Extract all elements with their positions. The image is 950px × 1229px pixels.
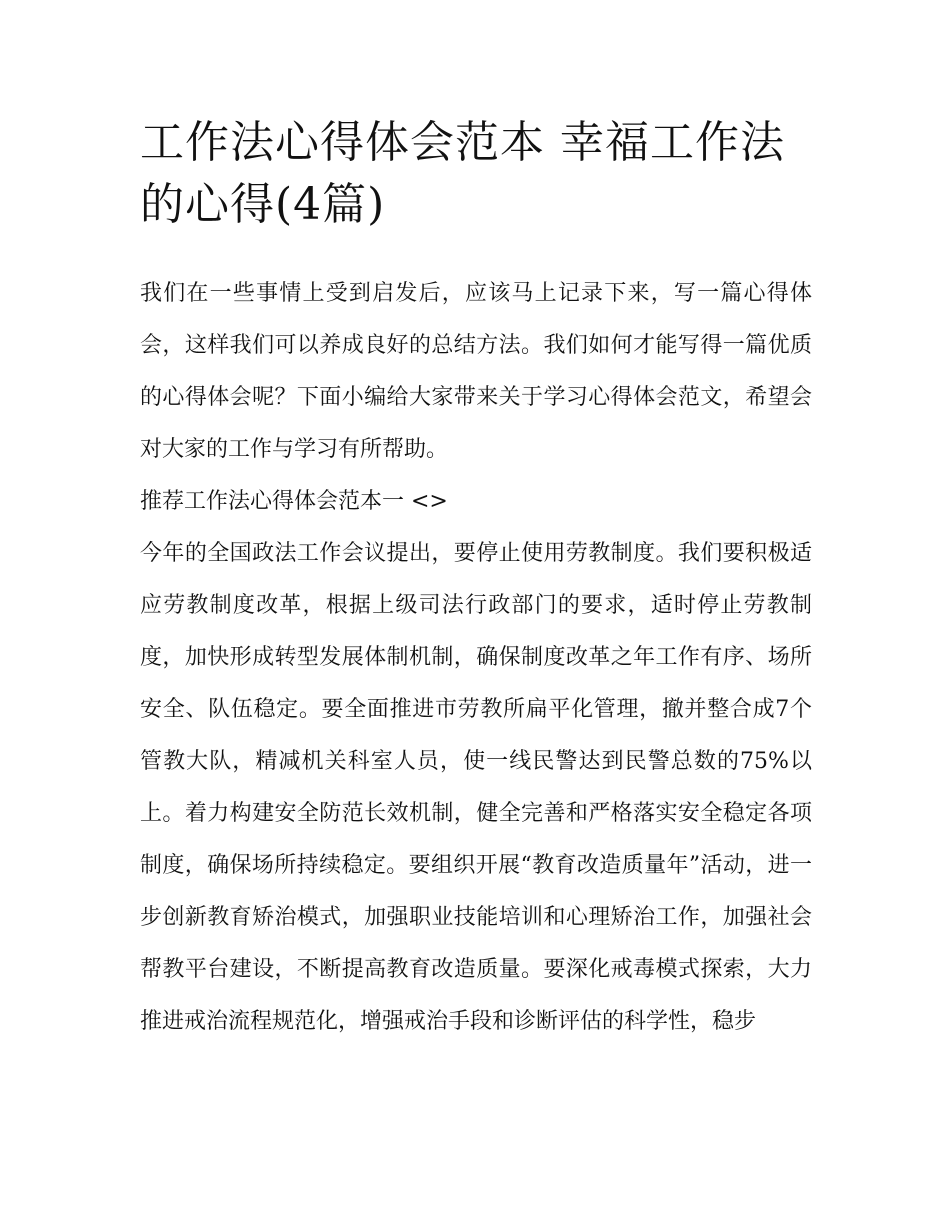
document-title: 工作法心得体会范本 幸福工作法的心得(4篇)	[140, 117, 785, 230]
intro-paragraph: 我们在一些事情上受到启发后，应该马上记录下来，写一篇心得体会，这样我们可以养成良好的总结方法。我们如何才能写得一篇优质的心得体会呢？下面小编给大家带来关于学习心得体会范文，希望会对大家的工作与学习有所帮助。	[140, 281, 812, 462]
section-heading: 推荐工作法心得体会范本一 <>	[140, 489, 448, 514]
body-paragraph: 今年的全国政法工作会议提出，要停止使用劳教制度。我们要积极适应劳教制度改革，根据上级司法行政部门的要求，适时停止劳教制度，加快形成转型发展体制机制，确保制度改革之年工作有序、场所安全、队伍稳定。要全面推进市劳教所扁平化管理，撤并整合成7个管教大队，精减机关科室人员，使一线民警达到民警总数的75%以上。着力构建安全防范长效机制，健全完善和严格落实安全稳定各项制度，确保场所持续稳定。要组织开展“教育改造质量年”活动，进一步创新教育矫治模式，加强职业技能培训和心理矫治工作，加强社会帮教平台建设，不断提高教育改造质量。要深化戒毒模式探索，大力推进戒治流程规范化，增强戒治手段和诊断评估的科学性，稳步	[140, 541, 812, 1034]
document-page	[140, 112, 812, 1048]
